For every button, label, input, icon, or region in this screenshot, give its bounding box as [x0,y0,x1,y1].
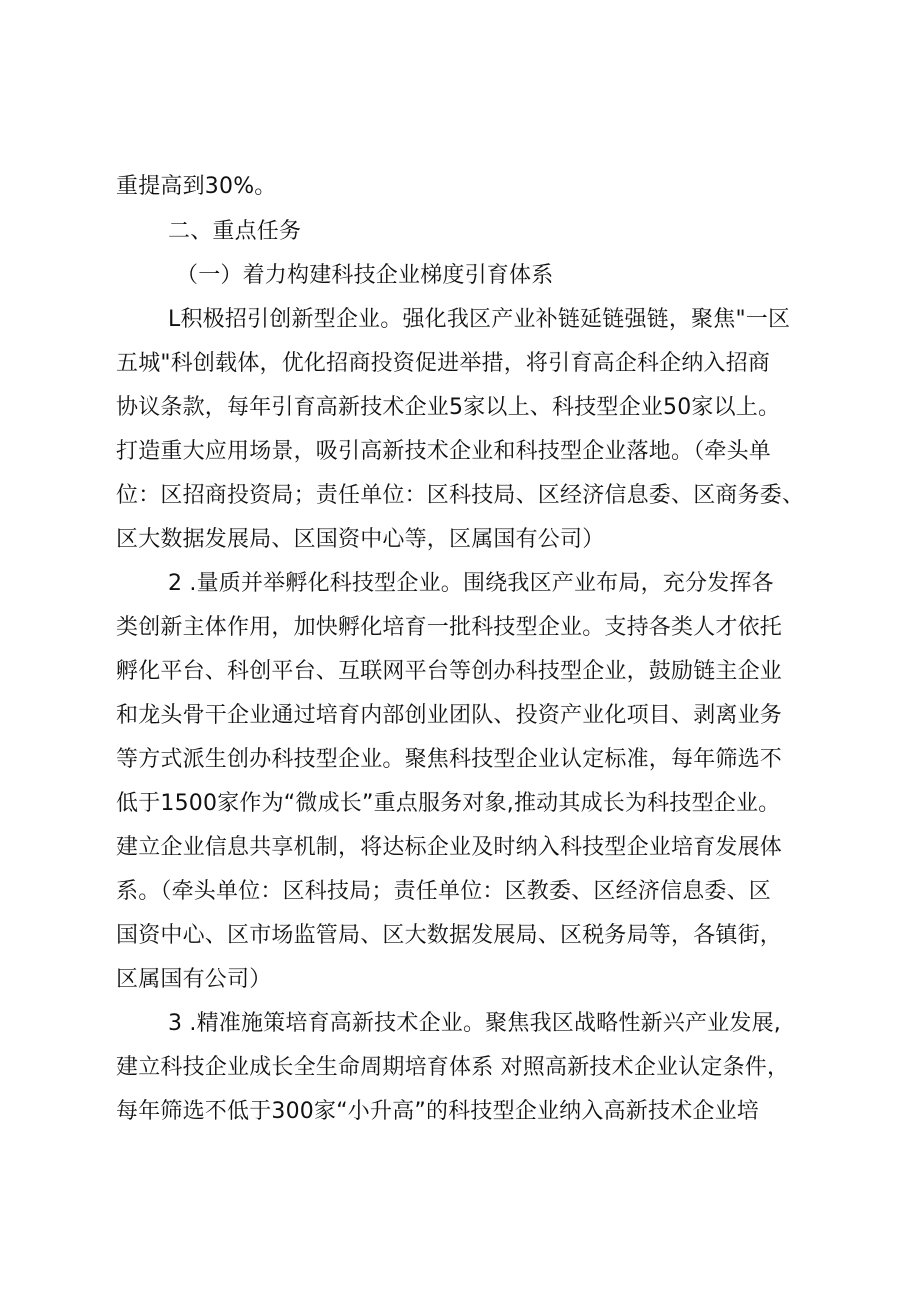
subsection-heading: （一）着力构建科技企业梯度引育体系 [176,263,554,288]
text-line: 建立科技企业成长全生命周期培育体系 对照高新技术企业认定条件， [116,1055,790,1080]
section-heading: 二、重点任务 [168,219,302,244]
text-line: 等方式派生创办科技型企业。聚焦科技型企业认定标准，每年筛选不 [116,747,783,772]
text-line: 区属国有公司） [116,967,272,992]
text-line: 3 .精准施策培育高新技术企业。聚焦我区战略性新兴产业发展, [168,1011,781,1036]
text-line: 重提高到30%。 [116,174,277,199]
text-line: 区大数据发展局、区国资中心等，区属国有公司） [116,527,605,552]
text-line: 打造重大应用场景，吸引高新技术企业和科技型企业落地。（牵头单 [116,439,772,464]
text-line: 2 .量质并举孵化科技型企业。围绕我区产业布局，充分发挥各 [168,571,774,596]
text-line: 孵化平台、科创平台、互联网平台等创办科技型企业，鼓励链主企业 [116,659,783,684]
text-line: 位：区招商投资局；责任单位：区科技局、区经济信息委、区商务委、 [116,483,805,508]
text-line: 国资中心、区市场监管局、区大数据发展局、区税务局等，各镇街， [116,923,783,948]
text-line: 协议条款，每年引育高新技术企业5家以上、科技型企业50家以上。 [116,395,781,420]
text-line: 五城"科创载体，优化招商投资促进举措，将引育高企科企纳入招商 [116,351,771,376]
text-line: 和龙头骨干企业通过培育内部创业团队、投资产业化项目、剥离业务 [116,703,783,728]
text-line: L积极招引创新型企业。强化我区产业补链延链强链，聚焦"一区 [168,307,791,332]
text-line: 建立企业信息共享机制，将达标企业及时纳入科技型企业培育发展体 [116,835,783,860]
text-line: 每年筛选不低于300家“小升高”的科技型企业纳入高新技术企业培 [116,1099,759,1124]
text-line: 类创新主体作用，加快孵化培育一批科技型企业。支持各类人才依托 [116,615,783,640]
text-line: 系。（牵头单位：区科技局；责任单位：区教委、区经济信息委、区 [116,879,772,904]
text-line: 低于1500家作为“微成长”重点服务对象,推动其成长为科技型企业。 [116,791,781,816]
